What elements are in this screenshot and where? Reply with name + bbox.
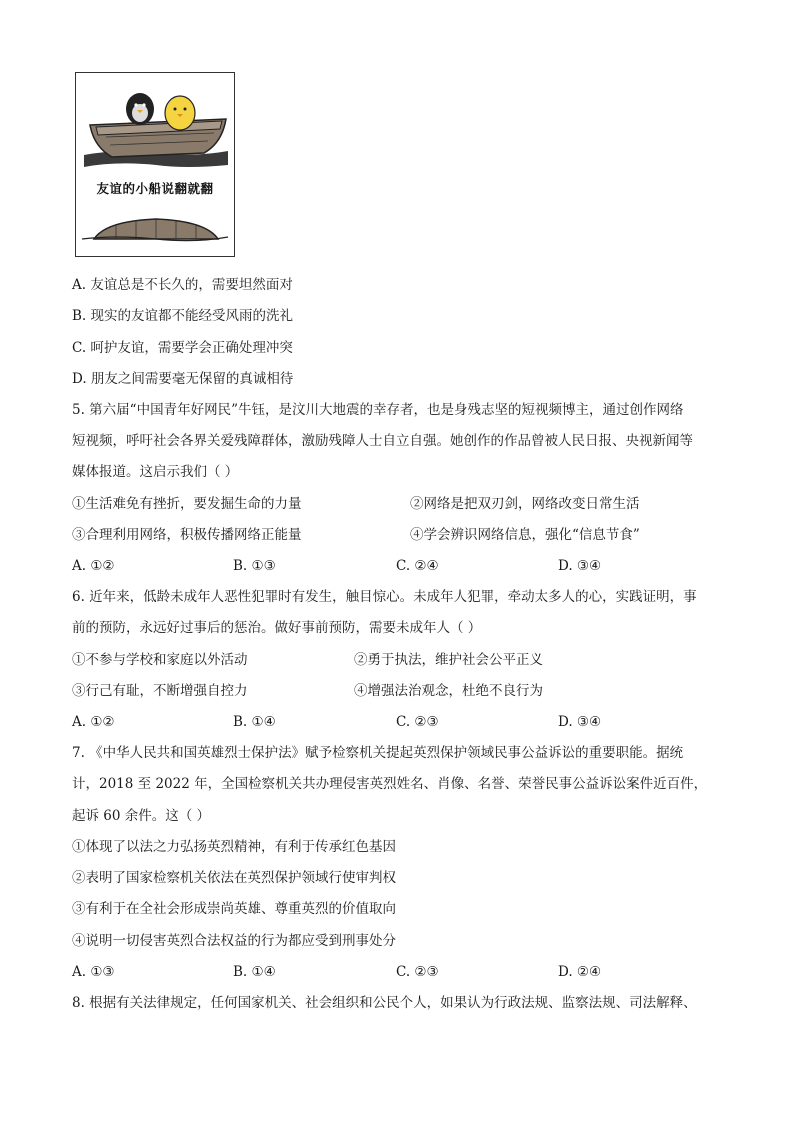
q5-statement-4: ④学会辨识网络信息，强化“信息节食” <box>410 527 640 543</box>
q5-choice-c: C. ②④ <box>396 558 439 574</box>
q7-choice-a: A. ①③ <box>72 964 115 980</box>
q7-choice-d: D. ②④ <box>558 964 602 980</box>
q6-statement-2: ②勇于执法，维护社会公平正义 <box>354 652 543 668</box>
q7-statement-2: ②表明了国家检察机关依法在英烈保护领域行使审判权 <box>72 870 396 886</box>
q7-stem-line: 7. 《中华人民共和国英雄烈士保护法》赋予检察机关提起英烈保护领域民事公益诉讼的重要职能。据统 <box>72 745 684 761</box>
q6-statement-row <box>72 682 543 700</box>
comic-caption: 友谊的小船说翻就翻 <box>96 181 214 196</box>
q7-statement-4: ④说明一切侵害英烈合法权益的行为都应受到刑事处分 <box>72 933 396 949</box>
q6-statement-row <box>72 651 543 669</box>
q6-stem-line: 前的预防，永远好过事后的惩治。做好事前预防，需要未成年人（ ） <box>72 620 482 636</box>
q5-choice-a: A. ①② <box>72 558 115 574</box>
q7-statement-1: ①体现了以法之力弘扬英烈精神，有利于传承红色基因 <box>72 839 396 855</box>
q4-option-d: D. 朋友之间需要毫无保留的真诚相待 <box>72 371 294 387</box>
q6-choice-b: B. ①④ <box>233 714 276 730</box>
q6-statement-4: ④增强法治观念，杜绝不良行为 <box>354 683 543 699</box>
q7-choice-c: C. ②③ <box>396 964 439 980</box>
q5-statement-row <box>72 495 640 513</box>
q5-statement-2: ②网络是把双刃剑，网络改变日常生活 <box>410 496 640 512</box>
q5-statement-3: ③合理利用网络，积极传播网络正能量 <box>72 527 302 543</box>
q7-stem-line: 起诉 60 余件。这（ ） <box>72 808 211 824</box>
q6-statement-3: ③行己有耻，不断增强自控力 <box>72 683 248 699</box>
q4-option-b: B. 现实的友谊都不能经受风雨的洗礼 <box>72 308 294 324</box>
q5-statement-1: ①生活难免有挫折，要发掘生命的力量 <box>72 496 302 512</box>
q7-stem-line: 计，2018 至 2022 年，全国检察机关共办理侵害英烈姓名、肖像、名誉、荣誉民事公益诉讼案件近百件， <box>72 776 708 792</box>
q5-statement-row <box>72 526 640 544</box>
q4-option-c: C. 呵护友谊，需要学会正确处理冲突 <box>72 340 293 356</box>
boat-comic-drawing <box>76 73 234 256</box>
q7-choice-b: B. ①④ <box>233 964 276 980</box>
q8-stem-line: 8. 根据有关法律规定，任何国家机关、社会组织和公民个人，如果认为行政法规、监察法规、司法解释、 <box>72 995 697 1011</box>
comic-illustration <box>75 72 235 257</box>
q4-option-a: A. 友谊总是不长久的，需要坦然面对 <box>72 277 293 293</box>
q6-stem-line: 6. 近年来，低龄未成年人恶性犯罪时有发生，触目惊心。未成年人犯罪，牵动太多人的心，实践证明，事 <box>72 589 697 605</box>
q7-statement-3: ③有利于在全社会形成崇尚英雄、尊重英烈的价值取向 <box>72 901 396 917</box>
q6-choice-a: A. ①② <box>72 714 115 730</box>
q5-stem-line: 5. 第六届“中国青年好网民”牛钰，是汶川大地震的幸存者，也是身残志坚的短视频博主，通过创作网络 <box>72 402 684 418</box>
q5-stem-line: 短视频，呼吁社会各界关爱残障群体，激励残障人士自立自强。她创作的作品曾被人民日报、央视新闻等 <box>72 433 693 449</box>
q6-statement-1: ①不参与学校和家庭以外活动 <box>72 652 248 668</box>
q5-stem-line: 媒体报道。这启示我们（ ） <box>72 464 239 480</box>
q6-choice-d: D. ③④ <box>558 714 602 730</box>
q6-choice-c: C. ②③ <box>396 714 439 730</box>
q5-choice-d: D. ③④ <box>558 558 602 574</box>
q5-choice-b: B. ①③ <box>233 558 276 574</box>
